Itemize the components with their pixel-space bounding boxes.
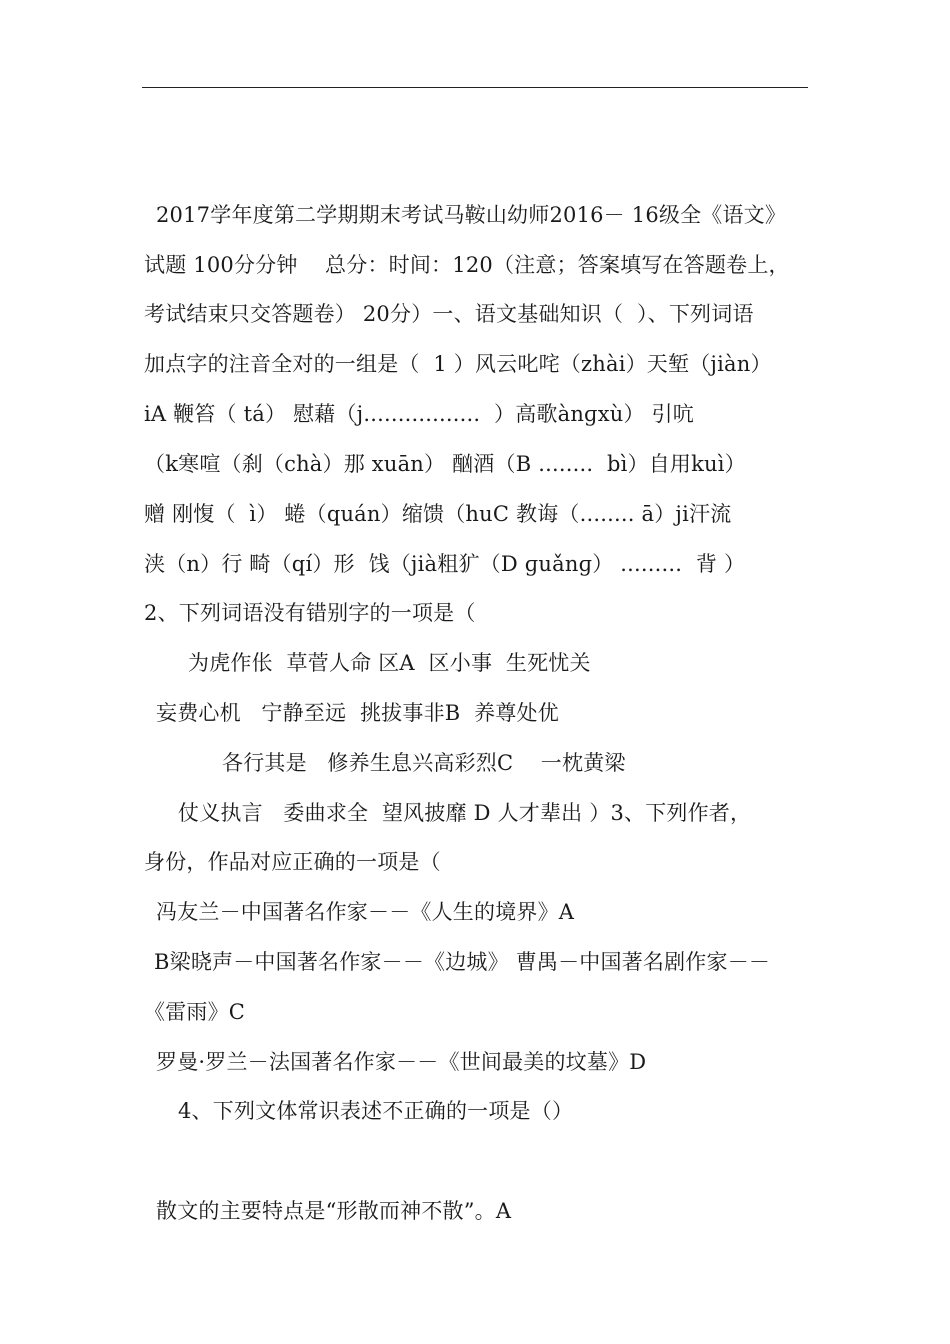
text-line: 浃（n）行 畸（qí）形 饯（jià粗犷（D ɡuǎnɡ） ......... 背 ） <box>144 552 746 576</box>
text-line: 2017学年度第二学期期末考试马鞍山幼师2016－ 16级全《语文》 <box>156 203 787 227</box>
text-line: 4、下列文体常识表述不正确的一项是（） <box>178 1099 574 1123</box>
text-line: 罗曼·罗兰－法国著名作家－－《世间最美的坟墓》D <box>156 1050 647 1074</box>
text-line: （k寒喧（刹（chà）那 xuān） 酗酒（B ........ bì）自用kuì） <box>144 452 746 476</box>
text-line: 身份，作品对应正确的一项是（ <box>144 850 441 874</box>
text-line: iA 鞭笞（ tá） 慰藉（j................. ）高歌ànɡxù） 引吭 <box>144 402 694 426</box>
text-line: 散文的主要特点是“形散而神不散”。A <box>156 1199 512 1223</box>
text-line: 2、下列词语没有错别字的一项是（ <box>144 601 476 625</box>
text-line: 试题 100分分钟 总分：时间：120（注意；答案填写在答题卷上， <box>144 253 790 277</box>
text-line: 考试结束只交答题卷） 20分）一、语文基础知识（ ）、下列词语 <box>144 302 754 326</box>
text-line: 妄费心机 宁静至远 挑拔事非B 养尊处优 <box>156 701 559 725</box>
text-line: 《雷雨》C <box>144 1000 246 1024</box>
text-line: 为虎作伥 草菅人命 区A 区小事 生死忧关 <box>188 651 591 675</box>
text-line: 冯友兰－中国著名作家－－《人生的境界》A <box>156 900 575 924</box>
text-line: B梁晓声－中国著名作家－－《边城》 曹禺－中国著名剧作家－－ <box>154 950 771 974</box>
text-line: 仗义执言 委曲求全 望风披靡 D 人才辈出 ）3、下列作者， <box>178 801 752 825</box>
text-line: 加点字的注音全对的一组是（ 1 ）风云叱咤（zhài）天堑（jiàn） <box>144 352 772 376</box>
text-line: 各行其是 修养生息兴高彩烈C 一枕黄梁 <box>222 751 626 775</box>
text-line: 赠 刚愎（ ì） 蜷（quán）缩馈（huC 教诲（........ ā）ji汗流 <box>144 502 732 526</box>
header-rule <box>142 87 808 88</box>
